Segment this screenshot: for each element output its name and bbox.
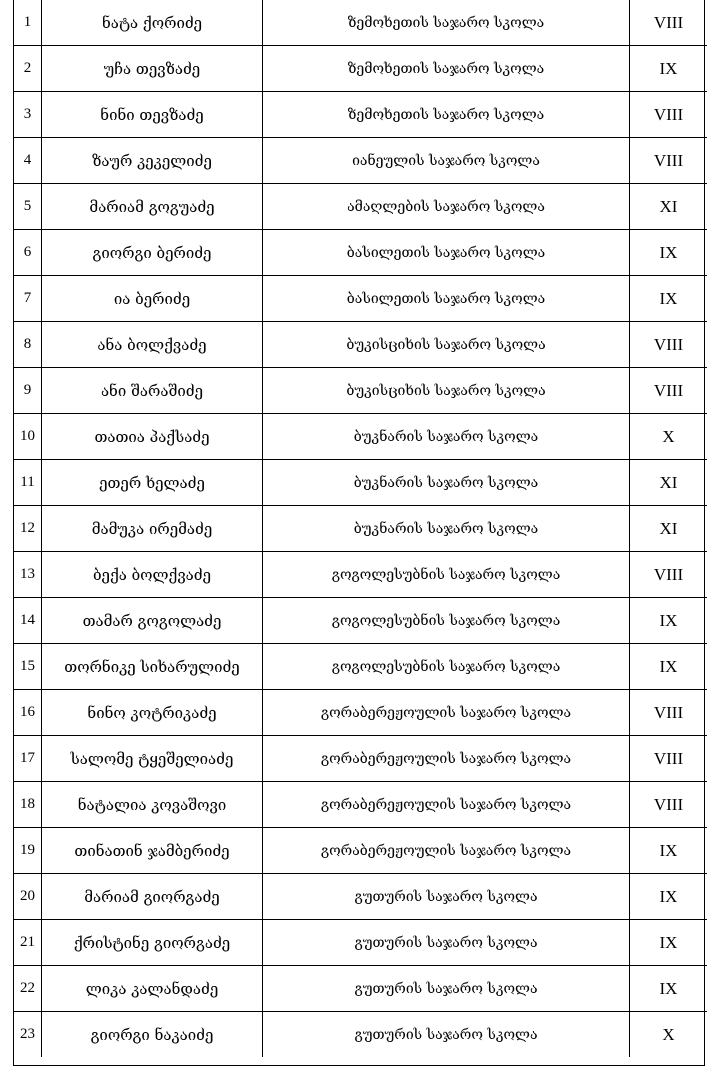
grade-cell: VIII <box>630 322 708 368</box>
student-name-cell: ბექა ბოლქვაძე <box>42 552 263 598</box>
table-row <box>14 690 707 736</box>
row-number-cell: 4 <box>14 138 42 184</box>
grade-cell: X <box>630 414 708 460</box>
row-number-cell: 7 <box>14 276 42 322</box>
row-number-cell: 2 <box>14 46 42 92</box>
school-name-cell: გორაბერეჟოულის საჯარო სკოლა <box>263 690 630 736</box>
student-name-cell: გიორგი ნაკაიძე <box>42 1012 263 1058</box>
participants-table-page <box>13 0 705 1066</box>
row-number-cell: 10 <box>14 414 42 460</box>
student-name-cell: თამარ გოგოლაძე <box>42 598 263 644</box>
school-name-cell: იანეულის საჯარო სკოლა <box>263 138 630 184</box>
table-row <box>14 0 707 46</box>
grade-cell: IX <box>630 46 708 92</box>
participants-table-body <box>14 0 707 1057</box>
student-name-cell: მარიამ გიორგაძე <box>42 874 263 920</box>
row-number-cell: 14 <box>14 598 42 644</box>
school-name-cell: ბასილეთის საჯარო სკოლა <box>263 276 630 322</box>
table-row <box>14 322 707 368</box>
student-name-cell: თინათინ ჯამბერიძე <box>42 828 263 874</box>
grade-cell: XI <box>630 184 708 230</box>
table-row <box>14 920 707 966</box>
grade-cell: IX <box>630 920 708 966</box>
grade-cell: VIII <box>630 92 708 138</box>
row-number-cell: 9 <box>14 368 42 414</box>
table-row <box>14 506 707 552</box>
table-row <box>14 92 707 138</box>
table-row <box>14 138 707 184</box>
participants-table <box>14 0 707 1057</box>
student-name-cell: ზაურ კეკელიძე <box>42 138 263 184</box>
school-name-cell: გუთურის საჯარო სკოლა <box>263 966 630 1012</box>
school-name-cell: ბუკისციხის საჯარო სკოლა <box>263 322 630 368</box>
grade-cell: XI <box>630 460 708 506</box>
table-row <box>14 460 707 506</box>
grade-cell: IX <box>630 276 708 322</box>
student-name-cell: ანა ბოლქვაძე <box>42 322 263 368</box>
school-name-cell: ზემოხეთის საჯარო სკოლა <box>263 0 630 46</box>
table-row <box>14 46 707 92</box>
table-row <box>14 644 707 690</box>
school-name-cell: გოგოლესუბნის საჯარო სკოლა <box>263 644 630 690</box>
grade-cell: VIII <box>630 736 708 782</box>
grade-cell: IX <box>630 828 708 874</box>
grade-cell: VIII <box>630 0 708 46</box>
table-row <box>14 736 707 782</box>
school-name-cell: გორაბერეჟოულის საჯარო სკოლა <box>263 828 630 874</box>
school-name-cell: გოგოლესუბნის საჯარო სკოლა <box>263 552 630 598</box>
school-name-cell: გორაბერეჟოულის საჯარო სკოლა <box>263 782 630 828</box>
row-number-cell: 16 <box>14 690 42 736</box>
student-name-cell: ნინი თევზაძე <box>42 92 263 138</box>
student-name-cell: გიორგი ბერიძე <box>42 230 263 276</box>
student-name-cell: უჩა თევზაძე <box>42 46 263 92</box>
school-name-cell: გუთურის საჯარო სკოლა <box>263 1012 630 1058</box>
school-name-cell: ბუკნარის საჯარო სკოლა <box>263 506 630 552</box>
table-row <box>14 1012 707 1058</box>
school-name-cell: ამაღლების საჯარო სკოლა <box>263 184 630 230</box>
student-name-cell: ქრისტინე გიორგაძე <box>42 920 263 966</box>
row-number-cell: 18 <box>14 782 42 828</box>
grade-cell: IX <box>630 966 708 1012</box>
student-name-cell: მამუკა ირემაძე <box>42 506 263 552</box>
row-number-cell: 13 <box>14 552 42 598</box>
grade-cell: XI <box>630 506 708 552</box>
grade-cell: IX <box>630 230 708 276</box>
table-row <box>14 828 707 874</box>
row-number-cell: 15 <box>14 644 42 690</box>
student-name-cell: სალომე ტყეშელიაძე <box>42 736 263 782</box>
student-name-cell: ლიკა კალანდაძე <box>42 966 263 1012</box>
table-row <box>14 552 707 598</box>
school-name-cell: გოგოლესუბნის საჯარო სკოლა <box>263 598 630 644</box>
grade-cell: VIII <box>630 552 708 598</box>
table-row <box>14 230 707 276</box>
row-number-cell: 5 <box>14 184 42 230</box>
grade-cell: IX <box>630 598 708 644</box>
table-row <box>14 874 707 920</box>
grade-cell: VIII <box>630 138 708 184</box>
student-name-cell: ნატალია კოვაშოვი <box>42 782 263 828</box>
table-row <box>14 414 707 460</box>
student-name-cell: თორნიკე სიხარულიძე <box>42 644 263 690</box>
school-name-cell: ბასილეთის საჯარო სკოლა <box>263 230 630 276</box>
grade-cell: IX <box>630 874 708 920</box>
row-number-cell: 3 <box>14 92 42 138</box>
student-name-cell: მარიამ გოგუაძე <box>42 184 263 230</box>
school-name-cell: ბუკისციხის საჯარო სკოლა <box>263 368 630 414</box>
table-row <box>14 598 707 644</box>
grade-cell: X <box>630 1012 708 1058</box>
grade-cell: IX <box>630 644 708 690</box>
row-number-cell: 1 <box>14 0 42 46</box>
student-name-cell: თათია პაქსაძე <box>42 414 263 460</box>
table-row <box>14 368 707 414</box>
student-name-cell: ნინო კოტრიკაძე <box>42 690 263 736</box>
grade-cell: VIII <box>630 690 708 736</box>
row-number-cell: 21 <box>14 920 42 966</box>
school-name-cell: ბუკნარის საჯარო სკოლა <box>263 414 630 460</box>
student-name-cell: ნატა ქორიძე <box>42 0 263 46</box>
table-row <box>14 782 707 828</box>
row-number-cell: 6 <box>14 230 42 276</box>
table-row <box>14 276 707 322</box>
school-name-cell: გორაბერეჟოულის საჯარო სკოლა <box>263 736 630 782</box>
school-name-cell: გუთურის საჯარო სკოლა <box>263 874 630 920</box>
row-number-cell: 17 <box>14 736 42 782</box>
row-number-cell: 20 <box>14 874 42 920</box>
school-name-cell: ზემოხეთის საჯარო სკოლა <box>263 46 630 92</box>
grade-cell: VIII <box>630 782 708 828</box>
table-row <box>14 184 707 230</box>
student-name-cell: ანი შარაშიძე <box>42 368 263 414</box>
grade-cell: VIII <box>630 368 708 414</box>
row-number-cell: 23 <box>14 1012 42 1058</box>
row-number-cell: 19 <box>14 828 42 874</box>
row-number-cell: 11 <box>14 460 42 506</box>
student-name-cell: ია ბერიძე <box>42 276 263 322</box>
school-name-cell: ბუკნარის საჯარო სკოლა <box>263 460 630 506</box>
row-number-cell: 12 <box>14 506 42 552</box>
school-name-cell: გუთურის საჯარო სკოლა <box>263 920 630 966</box>
student-name-cell: ეთერ ხელაძე <box>42 460 263 506</box>
row-number-cell: 22 <box>14 966 42 1012</box>
school-name-cell: ზემოხეთის საჯარო სკოლა <box>263 92 630 138</box>
row-number-cell: 8 <box>14 322 42 368</box>
table-row <box>14 966 707 1012</box>
